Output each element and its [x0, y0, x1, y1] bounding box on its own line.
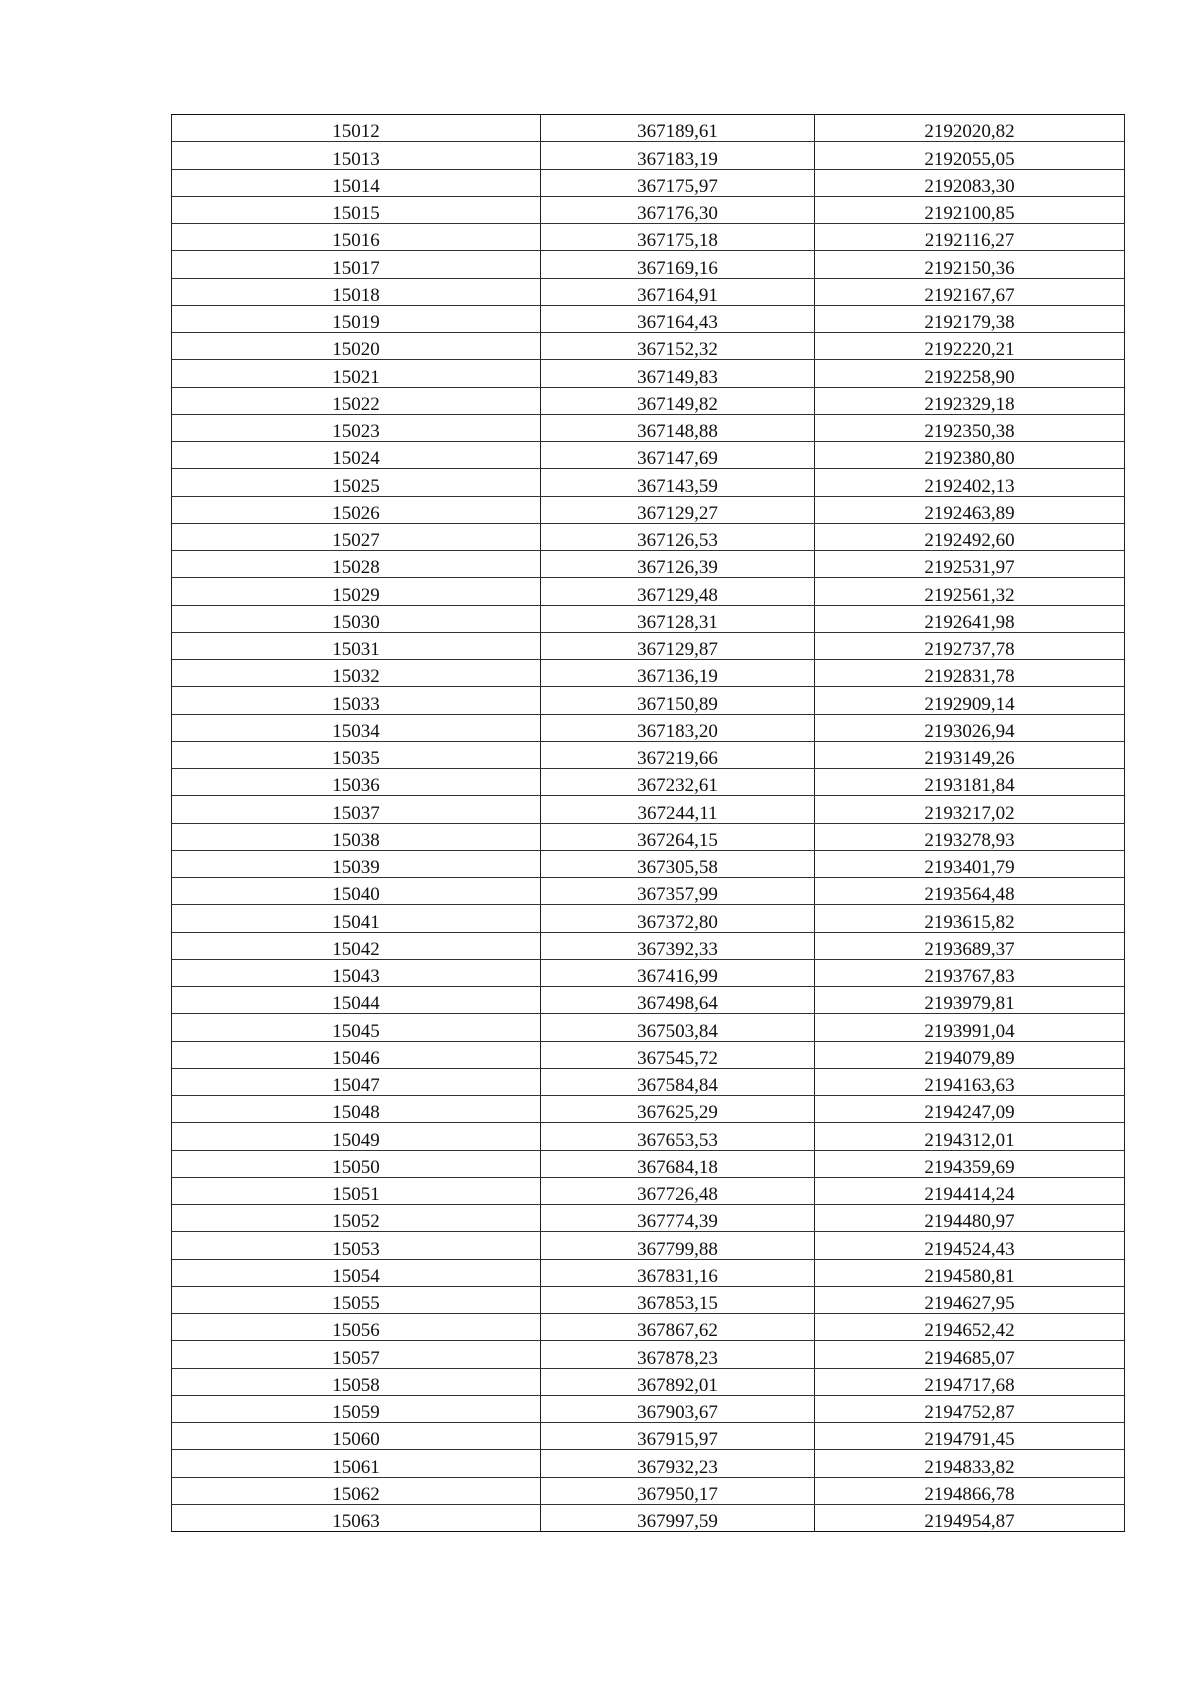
x-coordinate-cell: 367625,29	[541, 1096, 815, 1123]
x-coordinate-cell: 367129,87	[541, 632, 815, 659]
point-number-cell: 15047	[172, 1068, 541, 1095]
table-row	[172, 442, 1125, 469]
x-coordinate-cell: 367152,32	[541, 333, 815, 360]
point-number-cell: 15040	[172, 878, 541, 905]
x-coordinate-cell: 367264,15	[541, 823, 815, 850]
x-coordinate-cell: 367997,59	[541, 1504, 815, 1531]
point-number-cell: 15013	[172, 142, 541, 169]
table-row	[172, 1368, 1125, 1395]
x-coordinate-cell: 367148,88	[541, 414, 815, 441]
point-number-cell: 15029	[172, 578, 541, 605]
point-number-cell: 15059	[172, 1395, 541, 1422]
table-row	[172, 1014, 1125, 1041]
table-row	[172, 823, 1125, 850]
point-number-cell: 15063	[172, 1504, 541, 1531]
y-coordinate-cell: 2192167,67	[815, 278, 1125, 305]
y-coordinate-cell: 2194163,63	[815, 1068, 1125, 1095]
x-coordinate-cell: 367416,99	[541, 959, 815, 986]
x-coordinate-cell: 367584,84	[541, 1068, 815, 1095]
y-coordinate-cell: 2192737,78	[815, 632, 1125, 659]
point-number-cell: 15057	[172, 1341, 541, 1368]
x-coordinate-cell: 367372,80	[541, 905, 815, 932]
point-number-cell: 15027	[172, 523, 541, 550]
table-row	[172, 1150, 1125, 1177]
x-coordinate-cell: 367126,53	[541, 523, 815, 550]
table-row	[172, 333, 1125, 360]
point-number-cell: 15015	[172, 196, 541, 223]
table-row	[172, 1205, 1125, 1232]
y-coordinate-cell: 2192350,38	[815, 414, 1125, 441]
y-coordinate-cell: 2193767,83	[815, 959, 1125, 986]
x-coordinate-cell: 367183,19	[541, 142, 815, 169]
point-number-cell: 15024	[172, 442, 541, 469]
point-number-cell: 15041	[172, 905, 541, 932]
table-row	[172, 414, 1125, 441]
point-number-cell: 15025	[172, 469, 541, 496]
x-coordinate-cell: 367903,67	[541, 1395, 815, 1422]
y-coordinate-cell: 2192531,97	[815, 551, 1125, 578]
y-coordinate-cell: 2194866,78	[815, 1477, 1125, 1504]
table-row	[172, 687, 1125, 714]
x-coordinate-cell: 367183,20	[541, 714, 815, 741]
point-number-cell: 15056	[172, 1314, 541, 1341]
x-coordinate-cell: 367129,27	[541, 496, 815, 523]
table-row	[172, 224, 1125, 251]
table-row	[172, 1286, 1125, 1313]
table-row	[172, 905, 1125, 932]
x-coordinate-cell: 367129,48	[541, 578, 815, 605]
y-coordinate-cell: 2194627,95	[815, 1286, 1125, 1313]
point-number-cell: 15035	[172, 741, 541, 768]
y-coordinate-cell: 2194791,45	[815, 1423, 1125, 1450]
point-number-cell: 15037	[172, 796, 541, 823]
y-coordinate-cell: 2192150,36	[815, 251, 1125, 278]
table-row	[172, 1096, 1125, 1123]
table-row	[172, 796, 1125, 823]
table-row	[172, 1232, 1125, 1259]
point-number-cell: 15032	[172, 660, 541, 687]
x-coordinate-cell: 367799,88	[541, 1232, 815, 1259]
y-coordinate-cell: 2192402,13	[815, 469, 1125, 496]
x-coordinate-cell: 367150,89	[541, 687, 815, 714]
point-number-cell: 15039	[172, 850, 541, 877]
table-row	[172, 878, 1125, 905]
x-coordinate-cell: 367774,39	[541, 1205, 815, 1232]
x-coordinate-cell: 367149,82	[541, 387, 815, 414]
table-row	[172, 251, 1125, 278]
y-coordinate-cell: 2194717,68	[815, 1368, 1125, 1395]
table-row	[172, 769, 1125, 796]
point-number-cell: 15048	[172, 1096, 541, 1123]
point-number-cell: 15022	[172, 387, 541, 414]
x-coordinate-cell: 367653,53	[541, 1123, 815, 1150]
point-number-cell: 15020	[172, 333, 541, 360]
point-number-cell: 15043	[172, 959, 541, 986]
x-coordinate-cell: 367175,18	[541, 224, 815, 251]
table-row	[172, 741, 1125, 768]
y-coordinate-cell: 2194247,09	[815, 1096, 1125, 1123]
y-coordinate-cell: 2192329,18	[815, 387, 1125, 414]
y-coordinate-cell: 2193991,04	[815, 1014, 1125, 1041]
table-row	[172, 496, 1125, 523]
x-coordinate-cell: 367169,16	[541, 251, 815, 278]
table-row	[172, 551, 1125, 578]
point-number-cell: 15058	[172, 1368, 541, 1395]
y-coordinate-cell: 2193615,82	[815, 905, 1125, 932]
x-coordinate-cell: 367726,48	[541, 1177, 815, 1204]
table-row	[172, 660, 1125, 687]
y-coordinate-cell: 2193026,94	[815, 714, 1125, 741]
x-coordinate-cell: 367244,11	[541, 796, 815, 823]
table-row	[172, 1041, 1125, 1068]
table-row	[172, 987, 1125, 1014]
point-number-cell: 15019	[172, 305, 541, 332]
point-number-cell: 15044	[172, 987, 541, 1014]
x-coordinate-cell: 367915,97	[541, 1423, 815, 1450]
point-number-cell: 15028	[172, 551, 541, 578]
point-number-cell: 15021	[172, 360, 541, 387]
point-number-cell: 15055	[172, 1286, 541, 1313]
x-coordinate-cell: 367149,83	[541, 360, 815, 387]
y-coordinate-cell: 2194524,43	[815, 1232, 1125, 1259]
x-coordinate-cell: 367831,16	[541, 1259, 815, 1286]
point-number-cell: 15061	[172, 1450, 541, 1477]
y-coordinate-cell: 2192641,98	[815, 605, 1125, 632]
x-coordinate-cell: 367392,33	[541, 932, 815, 959]
y-coordinate-cell: 2192831,78	[815, 660, 1125, 687]
x-coordinate-cell: 367498,64	[541, 987, 815, 1014]
y-coordinate-cell: 2194312,01	[815, 1123, 1125, 1150]
x-coordinate-cell: 367164,91	[541, 278, 815, 305]
table-row	[172, 1314, 1125, 1341]
table-row	[172, 469, 1125, 496]
y-coordinate-cell: 2193181,84	[815, 769, 1125, 796]
table-row	[172, 115, 1125, 142]
x-coordinate-cell: 367219,66	[541, 741, 815, 768]
y-coordinate-cell: 2192083,30	[815, 169, 1125, 196]
table-row	[172, 169, 1125, 196]
y-coordinate-cell: 2193979,81	[815, 987, 1125, 1014]
y-coordinate-cell: 2194359,69	[815, 1150, 1125, 1177]
point-number-cell: 15045	[172, 1014, 541, 1041]
point-number-cell: 15031	[172, 632, 541, 659]
x-coordinate-cell: 367878,23	[541, 1341, 815, 1368]
point-number-cell: 15049	[172, 1123, 541, 1150]
x-coordinate-cell: 367175,97	[541, 169, 815, 196]
point-number-cell: 15054	[172, 1259, 541, 1286]
table-row	[172, 278, 1125, 305]
y-coordinate-cell: 2192100,85	[815, 196, 1125, 223]
point-number-cell: 15034	[172, 714, 541, 741]
y-coordinate-cell: 2192020,82	[815, 115, 1125, 142]
y-coordinate-cell: 2192258,90	[815, 360, 1125, 387]
table-row	[172, 305, 1125, 332]
table-row	[172, 1477, 1125, 1504]
y-coordinate-cell: 2194414,24	[815, 1177, 1125, 1204]
x-coordinate-cell: 367232,61	[541, 769, 815, 796]
y-coordinate-cell: 2194079,89	[815, 1041, 1125, 1068]
point-number-cell: 15030	[172, 605, 541, 632]
point-number-cell: 15033	[172, 687, 541, 714]
y-coordinate-cell: 2193217,02	[815, 796, 1125, 823]
y-coordinate-cell: 2194580,81	[815, 1259, 1125, 1286]
table-row	[172, 1341, 1125, 1368]
y-coordinate-cell: 2192463,89	[815, 496, 1125, 523]
point-number-cell: 15053	[172, 1232, 541, 1259]
point-number-cell: 15036	[172, 769, 541, 796]
table-row	[172, 196, 1125, 223]
y-coordinate-cell: 2193401,79	[815, 850, 1125, 877]
coordinate-table-body	[172, 115, 1125, 1532]
table-row	[172, 1068, 1125, 1095]
point-number-cell: 15060	[172, 1423, 541, 1450]
y-coordinate-cell: 2193564,48	[815, 878, 1125, 905]
point-number-cell: 15017	[172, 251, 541, 278]
table-row	[172, 1450, 1125, 1477]
y-coordinate-cell: 2192220,21	[815, 333, 1125, 360]
x-coordinate-cell: 367950,17	[541, 1477, 815, 1504]
table-row	[172, 959, 1125, 986]
x-coordinate-cell: 367143,59	[541, 469, 815, 496]
y-coordinate-cell: 2194833,82	[815, 1450, 1125, 1477]
y-coordinate-cell: 2193689,37	[815, 932, 1125, 959]
y-coordinate-cell: 2192492,60	[815, 523, 1125, 550]
x-coordinate-cell: 367853,15	[541, 1286, 815, 1313]
y-coordinate-cell: 2192179,38	[815, 305, 1125, 332]
table-row	[172, 1423, 1125, 1450]
coordinate-table	[171, 114, 1125, 1532]
y-coordinate-cell: 2194480,97	[815, 1205, 1125, 1232]
y-coordinate-cell: 2193278,93	[815, 823, 1125, 850]
point-number-cell: 15042	[172, 932, 541, 959]
y-coordinate-cell: 2192380,80	[815, 442, 1125, 469]
x-coordinate-cell: 367128,31	[541, 605, 815, 632]
x-coordinate-cell: 367545,72	[541, 1041, 815, 1068]
point-number-cell: 15052	[172, 1205, 541, 1232]
table-row	[172, 387, 1125, 414]
table-row	[172, 523, 1125, 550]
x-coordinate-cell: 367684,18	[541, 1150, 815, 1177]
x-coordinate-cell: 367892,01	[541, 1368, 815, 1395]
point-number-cell: 15016	[172, 224, 541, 251]
x-coordinate-cell: 367867,62	[541, 1314, 815, 1341]
point-number-cell: 15018	[172, 278, 541, 305]
table-row	[172, 1123, 1125, 1150]
y-coordinate-cell: 2192909,14	[815, 687, 1125, 714]
table-row	[172, 578, 1125, 605]
x-coordinate-cell: 367164,43	[541, 305, 815, 332]
point-number-cell: 15023	[172, 414, 541, 441]
x-coordinate-cell: 367189,61	[541, 115, 815, 142]
y-coordinate-cell: 2194752,87	[815, 1395, 1125, 1422]
table-row	[172, 1395, 1125, 1422]
y-coordinate-cell: 2194954,87	[815, 1504, 1125, 1531]
point-number-cell: 15051	[172, 1177, 541, 1204]
table-row	[172, 142, 1125, 169]
table-row	[172, 850, 1125, 877]
x-coordinate-cell: 367126,39	[541, 551, 815, 578]
point-number-cell: 15046	[172, 1041, 541, 1068]
point-number-cell: 15012	[172, 115, 541, 142]
table-row	[172, 605, 1125, 632]
y-coordinate-cell: 2194685,07	[815, 1341, 1125, 1368]
table-row	[172, 632, 1125, 659]
y-coordinate-cell: 2192561,32	[815, 578, 1125, 605]
x-coordinate-cell: 367136,19	[541, 660, 815, 687]
point-number-cell: 15014	[172, 169, 541, 196]
x-coordinate-cell: 367503,84	[541, 1014, 815, 1041]
point-number-cell: 15026	[172, 496, 541, 523]
x-coordinate-cell: 367932,23	[541, 1450, 815, 1477]
x-coordinate-cell: 367305,58	[541, 850, 815, 877]
table-row	[172, 360, 1125, 387]
x-coordinate-cell: 367357,99	[541, 878, 815, 905]
y-coordinate-cell: 2192055,05	[815, 142, 1125, 169]
x-coordinate-cell: 367147,69	[541, 442, 815, 469]
y-coordinate-cell: 2194652,42	[815, 1314, 1125, 1341]
table-row	[172, 714, 1125, 741]
table-row	[172, 1177, 1125, 1204]
point-number-cell: 15038	[172, 823, 541, 850]
x-coordinate-cell: 367176,30	[541, 196, 815, 223]
table-row	[172, 1504, 1125, 1531]
y-coordinate-cell: 2192116,27	[815, 224, 1125, 251]
table-row	[172, 932, 1125, 959]
point-number-cell: 15062	[172, 1477, 541, 1504]
table-row	[172, 1259, 1125, 1286]
point-number-cell: 15050	[172, 1150, 541, 1177]
y-coordinate-cell: 2193149,26	[815, 741, 1125, 768]
